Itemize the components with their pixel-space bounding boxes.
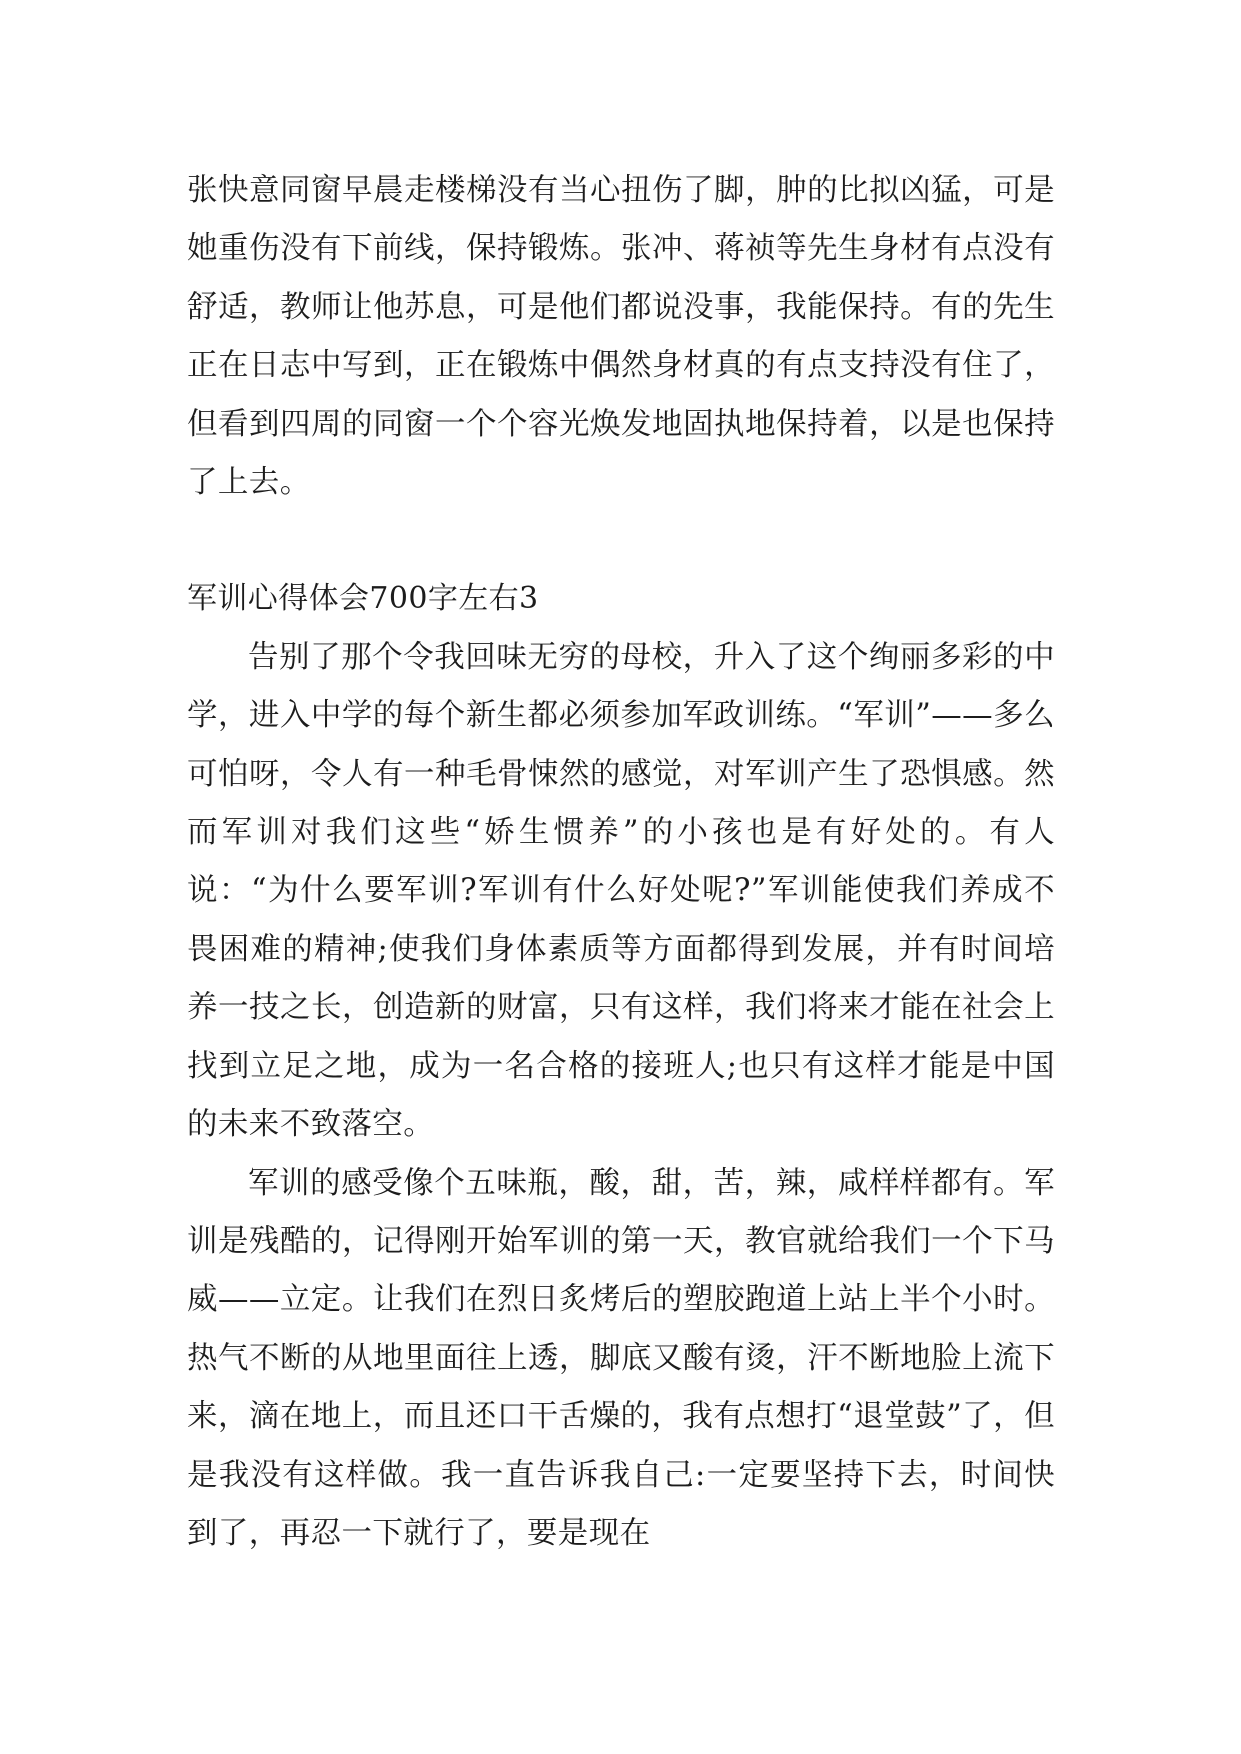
document-body [187,162,1055,1563]
body-paragraph: 军训的感受像个五味瓶，酸，甜，苦，辣，咸样样都有。军训是残酷的，记得刚开始军训的第一天，教官就给我们一个下马威——立定。让我们在烈日炙烤后的塑胶跑道上站上半个小时。热气不断的从地里面往上透，脚底又酸有烫，汗不断地脸上流下来，滴在地上，而且还口干舌燥的，我有点想打“退堂鼓”了，但是我没有这样做。我一直告诉我自己:一定要坚持下去，时间快到了，再忍一下就行了，要是现在 [187,1165,1055,1551]
body-paragraph: 告别了那个令我回味无穷的母校，升入了这个绚丽多彩的中学，进入中学的每个新生都必须参加军政训练。“军训”——多么可怕呀，令人有一种毛骨悚然的感觉，对军训产生了恐惧感。然而军训对我们这些“娇生惯养”的小孩也是有好处的。有人说：“为什么要军训?军训有什么好处呢?”军训能使我们养成不畏困难的精神;使我们身体素质等方面都得到发展，并有时间培养一技之长，创造新的财富，只有这样，我们将来才能在社会上找到立足之地，成为一名合格的接班人;也只有这样才能是中国的未来不致落空。 [187,639,1055,1143]
section-heading: 军训心得体会700字左右3 [187,581,539,617]
body-paragraph: 张快意同窗早晨走楼梯没有当心扭伤了脚，肿的比拟凶猛，可是她重伤没有下前线，保持锻炼。张冲、蒋祯等先生身材有点没有舒适，教师让他苏息，可是他们都说没事，我能保持。有的先生正在日志中写到，正在锻炼中偶然身材真的有点支持没有住了，但看到四周的同窗一个个容光焕发地固执地保持着，以是也保持了上去。 [187,173,1055,501]
